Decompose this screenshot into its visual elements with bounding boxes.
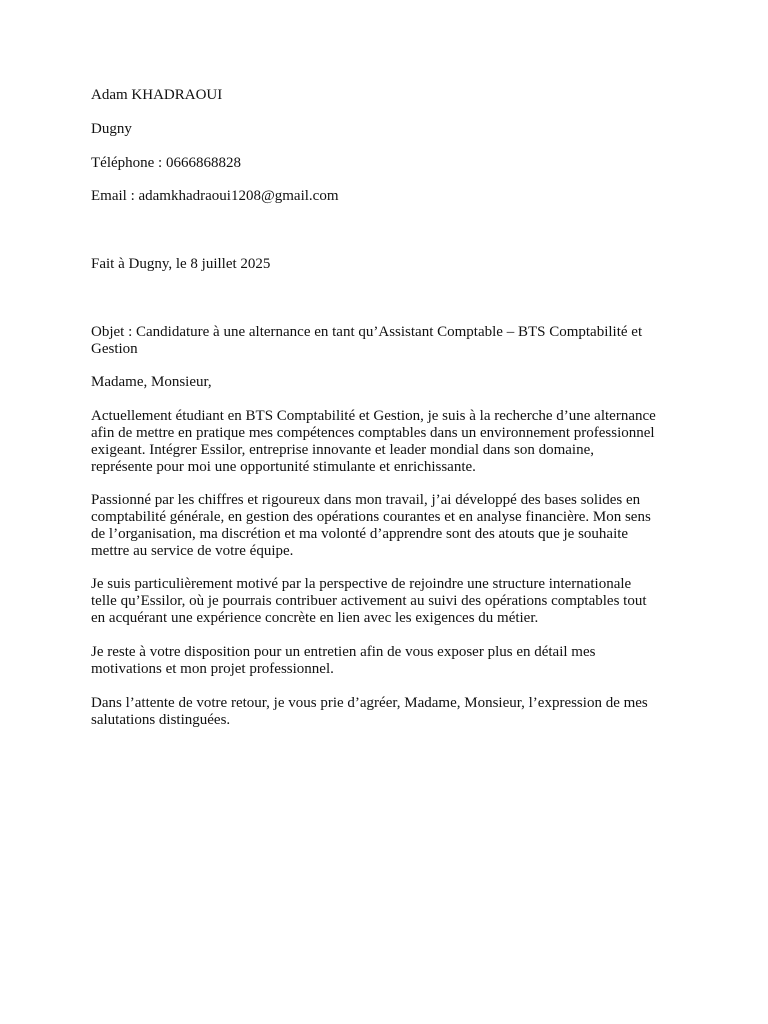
sender-phone: Téléphone : 0666868828 xyxy=(91,155,241,171)
paragraph-line: de l’organisation, ma discrétion et ma volonté d’apprendre sont des atouts que je souhaite xyxy=(91,526,629,542)
paragraph-line: mettre au service de votre équipe. xyxy=(91,543,294,559)
paragraph-line: comptabilité générale, en gestion des opérations courantes et en analyse financière. Mon sens xyxy=(91,509,651,525)
sender-name: Adam KHADRAOUI xyxy=(91,87,223,103)
paragraph-5 xyxy=(91,695,691,729)
paragraph-line: exigeant. Intégrer Essilor, entreprise innovante et leader mondial dans son domaine, xyxy=(91,442,594,458)
paragraph-line: Dans l’attente de votre retour, je vous prie d’agréer, Madame, Monsieur, l’expression de mes xyxy=(91,695,648,711)
subject-line-1: Objet : Candidature à une alternance en tant qu’Assistant Comptable – BTS Comptabilité et xyxy=(91,324,643,340)
paragraph-line: Passionné par les chiffres et rigoureux dans mon travail, j’ai développé des bases solides en xyxy=(91,492,641,508)
paragraph-line: telle qu’Essilor, où je pourrais contribuer activement au suivi des opérations comptables tout xyxy=(91,593,647,609)
paragraph-3 xyxy=(91,576,691,627)
paragraph-line: afin de mettre en pratique mes compétences comptables dans un environnement professionnel xyxy=(91,425,655,441)
subject-line xyxy=(91,324,691,358)
paragraph-2 xyxy=(91,492,691,560)
paragraph-4 xyxy=(91,644,691,678)
paragraph-line: Actuellement étudiant en BTS Comptabilité et Gestion, je suis à la recherche d’une alternance xyxy=(91,408,656,424)
paragraph-line: Je reste à votre disposition pour un entretien afin de vous exposer plus en détail mes xyxy=(91,644,596,660)
subject-line-2: Gestion xyxy=(91,341,138,357)
paragraph-line: salutations distinguées. xyxy=(91,712,231,728)
paragraph-line: motivations et mon projet professionnel. xyxy=(91,661,334,677)
sender-city: Dugny xyxy=(91,121,132,137)
place-date: Fait à Dugny, le 8 juillet 2025 xyxy=(91,256,271,272)
paragraph-line: en acquérant une expérience concrète en lien avec les exigences du métier. xyxy=(91,610,539,626)
paragraph-1 xyxy=(91,408,691,476)
salutation: Madame, Monsieur, xyxy=(91,374,212,390)
paragraph-line: représente pour moi une opportunité stimulante et enrichissante. xyxy=(91,459,476,475)
sender-email: Email : adamkhadraoui1208@gmail.com xyxy=(91,188,339,204)
paragraph-line: Je suis particulièrement motivé par la perspective de rejoindre une structure internationale xyxy=(91,576,632,592)
